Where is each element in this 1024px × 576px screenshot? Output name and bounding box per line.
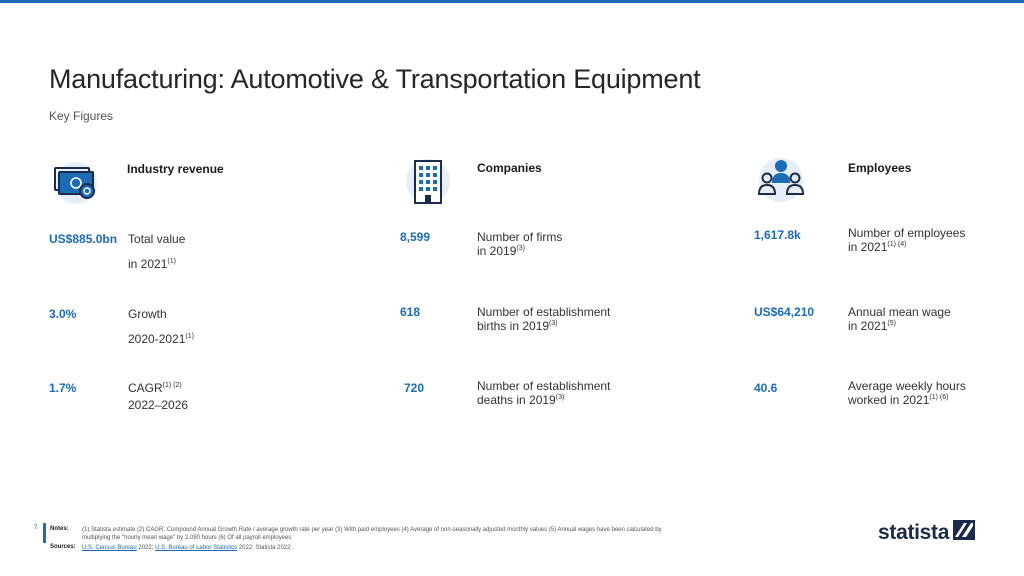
source-bls-link[interactable]: U.S. Bureau of Labor Statistics (155, 545, 238, 551)
births-label: Number of establishment births in 2019$^{(3)}$ (477, 305, 611, 333)
firms-value: 8,599 (400, 230, 431, 244)
cagr-value: 1.7% (49, 381, 77, 395)
statista-logo-text: statista (878, 520, 950, 544)
notes-text: (1) Statista estimate (2) CAGR: Compound Annual Growth Rate / average growth rate per year (3) With paid employees (4) Average of non-seasonally adjusted monthly values (5) Annual wages have been calculated by multiplying the "hourly mean wage" by 2,080 hours (6) Of all payroll employees (82, 527, 662, 541)
footer-accent-bar (43, 523, 46, 543)
firms-label: Number of firms in 2019$^{(3)}$ (477, 230, 563, 258)
total-value-label: Total value in 2021$^{(1)}$ (128, 232, 186, 271)
people-icon (756, 157, 806, 208)
page-number: 7 (34, 525, 38, 531)
statista-logo (878, 520, 975, 545)
deaths-label: Number of establishment deaths in 2019$^{(3)}$ (477, 379, 611, 407)
companies-heading: Companies (477, 161, 542, 175)
wage-value: US$64,210 (754, 305, 815, 319)
employees-value: 1,617.8k (754, 228, 801, 242)
page-subtitle: Key Figures (49, 109, 114, 123)
money-icon (52, 159, 100, 210)
page-title: Manufacturing: Automotive & Transportation Equipment (49, 64, 701, 94)
sources-text: U.S. Census Bureau 2022; U.S. Bureau of Labor Statistics 2022; Statista 2022 (82, 545, 291, 551)
employees-heading: Employees (848, 161, 912, 175)
top-accent-bar (0, 0, 1024, 3)
hours-value: 40.6 (754, 381, 778, 395)
wage-label: Annual mean wage in 2021$^{(5)}$ (848, 305, 951, 333)
source-census-link[interactable]: U.S. Census Bureau (82, 545, 137, 551)
industry-revenue-heading: Industry revenue (127, 162, 224, 176)
statista-logo-icon (953, 520, 975, 545)
hours-label: Average weekly hours worked in $2021^{(1) (6)}$ (848, 379, 966, 407)
sources-label: Sources: (50, 544, 76, 550)
employees-label: Number of employees in $2021^{(1) (4)}$ (848, 226, 966, 254)
building-icon (404, 157, 452, 210)
cagr-label: $CAGR^{(1) (2)}$ 2022–2026 (128, 381, 189, 412)
notes-label: Notes: (50, 526, 69, 532)
total-value: US$885.0bn (49, 232, 118, 246)
growth-value: 3.0% (49, 307, 77, 321)
births-value: 618 (400, 305, 421, 319)
deaths-value: 720 (404, 381, 425, 395)
growth-label: Growth 2020-2021$^{(1)}$ (128, 307, 194, 346)
